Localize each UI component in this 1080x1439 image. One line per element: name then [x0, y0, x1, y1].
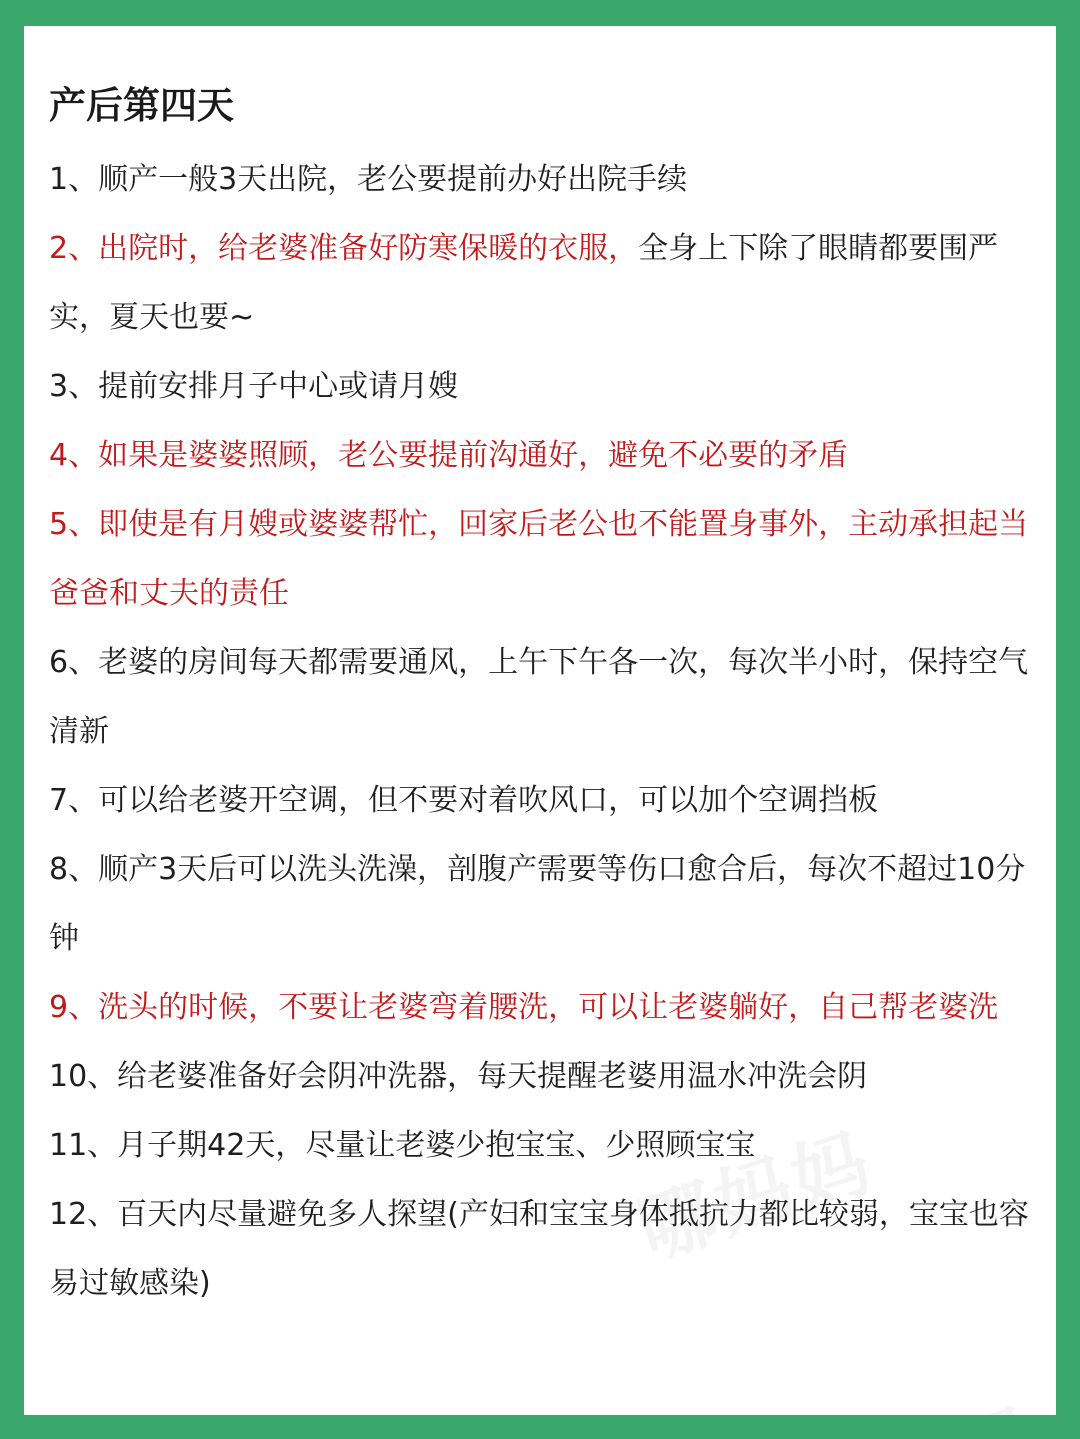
- list-item-8: [49, 835, 1034, 973]
- list-item-6: [49, 628, 1034, 766]
- item-text: 7、可以给老婆开空调，但不要对着吹风口，可以加个空调挡板: [49, 783, 879, 818]
- item-text: 3、提前安排月子中心或请月嫂: [49, 369, 459, 404]
- item-highlight: 2、出院时，给老婆准备好防寒保暖的衣服，: [49, 231, 639, 266]
- item-text: 10、给老婆准备好会阴冲洗器，每天提醒老婆用温水冲洗会阴: [49, 1059, 868, 1094]
- item-text: 8、顺产3天后可以洗头洗澡，剖腹产需要等伤口愈合后，每次不超过10分钟: [49, 852, 1026, 956]
- list-item-7: [49, 766, 1034, 835]
- item-text: 1、顺产一般3天出院，老公要提前办好出院手续: [49, 162, 688, 197]
- item-text: 全身上下除了眼睛都要围严实，夏天也要~: [49, 231, 999, 335]
- list-item-5: [49, 490, 1034, 628]
- tips-list: [49, 145, 1034, 1318]
- list-item-2: [49, 214, 1034, 352]
- list-item-10: [49, 1042, 1034, 1111]
- list-item-4: [49, 421, 1034, 490]
- list-item-12: [49, 1180, 1034, 1318]
- item-highlight: 5、即使是有月嫂或婆婆帮忙，回家后老公也不能置身事外，主动承担起当爸爸和丈夫的责任: [49, 507, 1029, 611]
- list-item-1: [49, 145, 1034, 214]
- list-item-11: [49, 1111, 1034, 1180]
- content-card: [24, 26, 1056, 1415]
- item-highlight: 9、洗头的时候，不要让老婆弯着腰洗，可以让老婆躺好，自己帮老婆洗: [49, 990, 999, 1025]
- item-text: 11、月子期42天，尽量让老婆少抱宝宝、少照顾宝宝: [49, 1128, 756, 1163]
- item-text: 12、百天内尽量避免多人探望(产妇和宝宝身体抵抗力都比较弱，宝宝也容易过敏感染): [49, 1197, 1029, 1301]
- list-item-3: [49, 352, 1034, 421]
- page-title: 产后第四天: [49, 84, 234, 127]
- item-highlight: 4、如果是婆婆照顾，老公要提前沟通好，避免不必要的矛盾: [49, 438, 849, 473]
- watermark: [864, 1376, 1056, 1415]
- list-item-9: [49, 973, 1034, 1042]
- item-text: 6、老婆的房间每天都需要通风，上午下午各一次，每次半小时，保持空气清新: [49, 645, 1029, 749]
